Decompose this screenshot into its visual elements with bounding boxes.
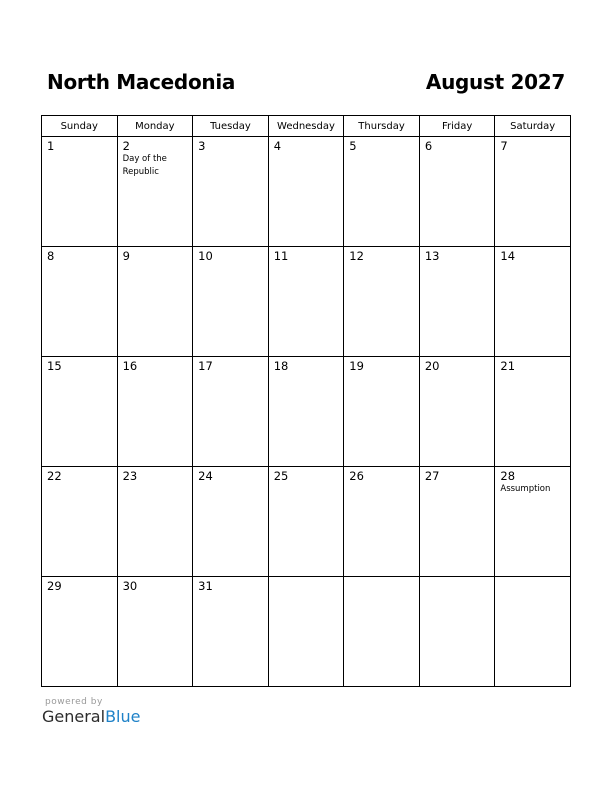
brand-general-text: General xyxy=(42,707,106,726)
day-cell xyxy=(419,577,495,687)
day-number: 1 xyxy=(47,139,55,153)
day-number: 6 xyxy=(424,139,433,153)
day-number: 29 xyxy=(47,579,62,593)
day-cell xyxy=(193,357,269,467)
weekday-header: Tuesday xyxy=(193,116,269,137)
day-cell xyxy=(419,357,495,467)
day-cell xyxy=(344,467,420,577)
day-number xyxy=(495,577,570,579)
day-cell xyxy=(117,577,193,687)
day-cell xyxy=(42,247,118,357)
day-number: 12 xyxy=(349,249,364,263)
day-cell xyxy=(344,577,420,687)
country-title: North Macedonia xyxy=(47,70,236,94)
day-cell xyxy=(42,467,118,577)
day-number: 28 xyxy=(500,469,516,483)
weekday-header: Sunday xyxy=(42,116,118,137)
brand-blue-text: Blue xyxy=(105,707,141,726)
day-cell xyxy=(268,357,344,467)
day-cell xyxy=(193,137,269,247)
day-number: 23 xyxy=(122,469,138,483)
day-cell xyxy=(117,357,193,467)
day-cell xyxy=(42,357,118,467)
day-number: 31 xyxy=(198,579,213,593)
day-number xyxy=(269,577,344,579)
weekday-header: Friday xyxy=(419,116,495,137)
day-cell xyxy=(268,137,344,247)
day-number: 3 xyxy=(198,139,206,153)
day-number: 19 xyxy=(349,359,364,373)
day-cell xyxy=(344,247,420,357)
day-cell xyxy=(268,577,344,687)
week-row xyxy=(42,577,571,687)
day-cell xyxy=(495,247,571,357)
day-number: 8 xyxy=(47,249,55,263)
holiday-label: Assumption xyxy=(500,484,551,494)
day-cell xyxy=(495,137,571,247)
day-cell xyxy=(344,137,420,247)
day-cell xyxy=(42,577,118,687)
day-number: 14 xyxy=(500,249,516,263)
day-number: 17 xyxy=(198,359,213,373)
holiday-label: Day of the Republic xyxy=(122,154,167,177)
day-number: 22 xyxy=(47,469,62,483)
month-year-title: August 2027 xyxy=(425,70,565,94)
day-number: 10 xyxy=(198,249,213,263)
week-row xyxy=(42,247,571,357)
day-cell xyxy=(193,577,269,687)
day-cell xyxy=(419,467,495,577)
day-number: 16 xyxy=(122,359,138,373)
day-number: 15 xyxy=(47,359,62,373)
week-row xyxy=(42,137,571,247)
calendar-grid xyxy=(41,115,571,687)
week-row xyxy=(42,357,571,467)
day-cell xyxy=(268,247,344,357)
day-number: 4 xyxy=(273,139,282,153)
day-number xyxy=(420,577,495,579)
day-number: 11 xyxy=(273,249,289,263)
day-number: 18 xyxy=(273,359,289,373)
day-cell xyxy=(419,137,495,247)
day-cell xyxy=(42,137,118,247)
day-number: 24 xyxy=(198,469,213,483)
day-cell xyxy=(117,467,193,577)
day-cell xyxy=(193,247,269,357)
day-number: 20 xyxy=(424,359,440,373)
week-row xyxy=(42,467,571,577)
day-cell xyxy=(117,247,193,357)
day-number: 2 xyxy=(122,139,130,153)
day-number: 26 xyxy=(349,469,364,483)
generalblue-logo[interactable] xyxy=(42,707,140,726)
day-cell xyxy=(344,357,420,467)
day-number: 7 xyxy=(500,139,508,153)
day-number: 13 xyxy=(424,249,440,263)
day-cell xyxy=(268,467,344,577)
day-number xyxy=(344,577,419,579)
day-number: 25 xyxy=(273,469,289,483)
day-number: 30 xyxy=(122,579,138,593)
day-cell xyxy=(495,467,571,577)
day-number: 27 xyxy=(424,469,440,483)
powered-by-label: powered by xyxy=(45,697,103,707)
weekday-header: Monday xyxy=(117,116,193,137)
day-number: 5 xyxy=(349,139,357,153)
weekday-header: Saturday xyxy=(495,116,571,137)
weekday-header: Thursday xyxy=(344,116,420,137)
day-cell xyxy=(117,137,193,247)
day-cell xyxy=(193,467,269,577)
weekday-header: Wednesday xyxy=(268,116,344,137)
day-cell xyxy=(419,247,495,357)
weekday-header-row xyxy=(42,116,571,137)
day-cell xyxy=(495,577,571,687)
day-number: 9 xyxy=(122,249,130,263)
day-number: 21 xyxy=(500,359,516,373)
day-cell xyxy=(495,357,571,467)
